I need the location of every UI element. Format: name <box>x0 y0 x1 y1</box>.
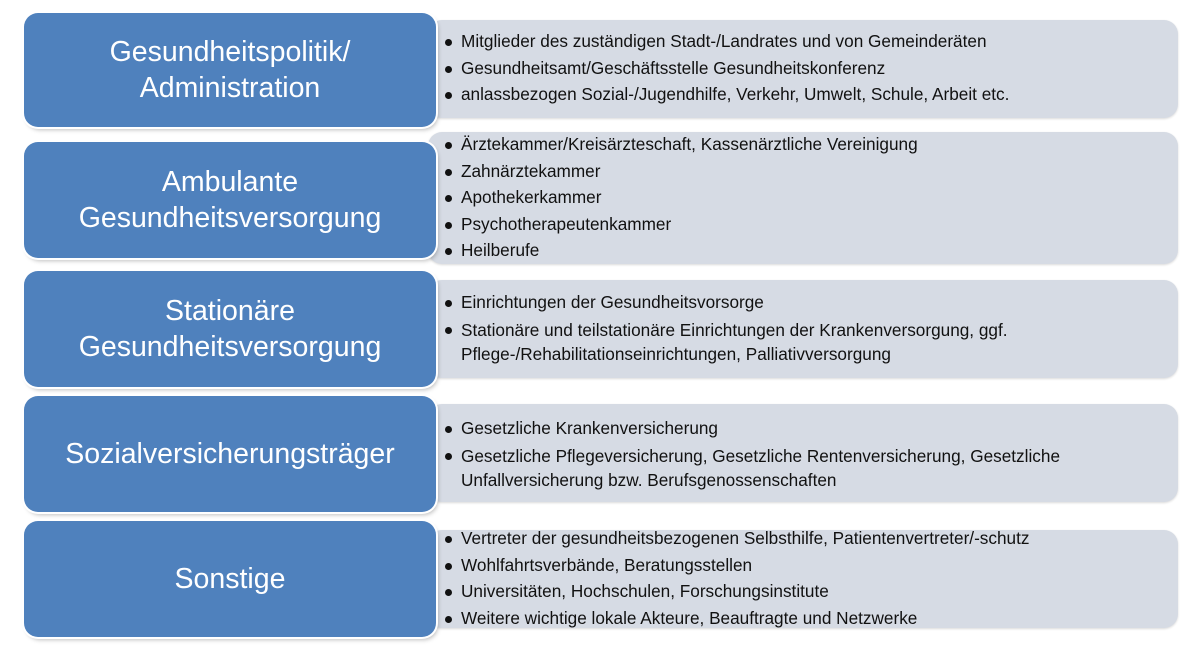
category-title: Sonstige <box>174 563 286 595</box>
list-item: anlassbezogen Sozial-/Jugendhilfe, Verkehr, Umwelt, Schule, Arbeit etc. <box>444 81 1166 108</box>
item-list <box>444 415 1148 492</box>
list-item: Gesetzliche Pflegeversicherung, Gesetzliche Rentenversicherung, Gesetzliche Unfallversicherung bzw. Berufsgenossenschaften <box>444 444 1148 492</box>
list-item: Gesundheitsamt/Geschäftsstelle Gesundheitskonferenz <box>444 55 1166 82</box>
category-title: Ambulante Gesundheitsversorgung <box>78 166 382 234</box>
list-box-sonstige <box>428 530 1178 628</box>
category-title: Stationäre Gesundheitsversorgung <box>78 295 382 363</box>
category-box-ambulant <box>24 142 436 258</box>
list-item: Mitglieder des zuständigen Stadt-/Landrates und von Gemeinderäten <box>444 28 1166 55</box>
list-item: Heilberufe <box>444 237 1166 264</box>
category-box-sozialversicherung <box>24 396 436 512</box>
item-list <box>444 131 1166 264</box>
list-item: Gesetzliche Krankenversicherung <box>444 415 1148 442</box>
list-item: Apothekerkammer <box>444 184 1166 211</box>
list-item: Universitäten, Hochschulen, Forschungsinstitute <box>444 578 1166 605</box>
category-box-stationaer <box>24 271 436 387</box>
category-box-sonstige <box>24 521 436 637</box>
list-item: Zahnärztekammer <box>444 158 1166 185</box>
list-box-ambulant <box>428 132 1178 264</box>
item-list <box>444 525 1166 631</box>
category-title: Sozialversicherungsträger <box>65 438 395 470</box>
item-list <box>444 289 1058 366</box>
list-item: Vertreter der gesundheitsbezogenen Selbsthilfe, Patientenvertreter/-schutz <box>444 525 1166 552</box>
list-item: Stationäre und teilstationäre Einrichtungen der Krankenversorgung, ggf. Pflege-/Rehabilitationseinrichtungen, Palliativversorgung <box>444 318 1058 366</box>
item-list <box>444 28 1166 108</box>
list-item: Psychotherapeutenkammer <box>444 211 1166 238</box>
list-box-stationaer <box>428 280 1178 378</box>
list-box-politik <box>428 20 1178 118</box>
list-item: Ärztekammer/Kreisärzteschaft, Kassenärztliche Vereinigung <box>444 131 1166 158</box>
list-box-sozialversicherung <box>428 404 1178 502</box>
list-item: Wohlfahrtsverbände, Beratungsstellen <box>444 552 1166 579</box>
list-item: Einrichtungen der Gesundheitsvorsorge <box>444 289 1058 316</box>
list-item: Weitere wichtige lokale Akteure, Beauftragte und Netzwerke <box>444 605 1166 632</box>
category-title: Gesundheitspolitik/ Administration <box>109 36 351 104</box>
category-box-politik <box>24 13 436 127</box>
